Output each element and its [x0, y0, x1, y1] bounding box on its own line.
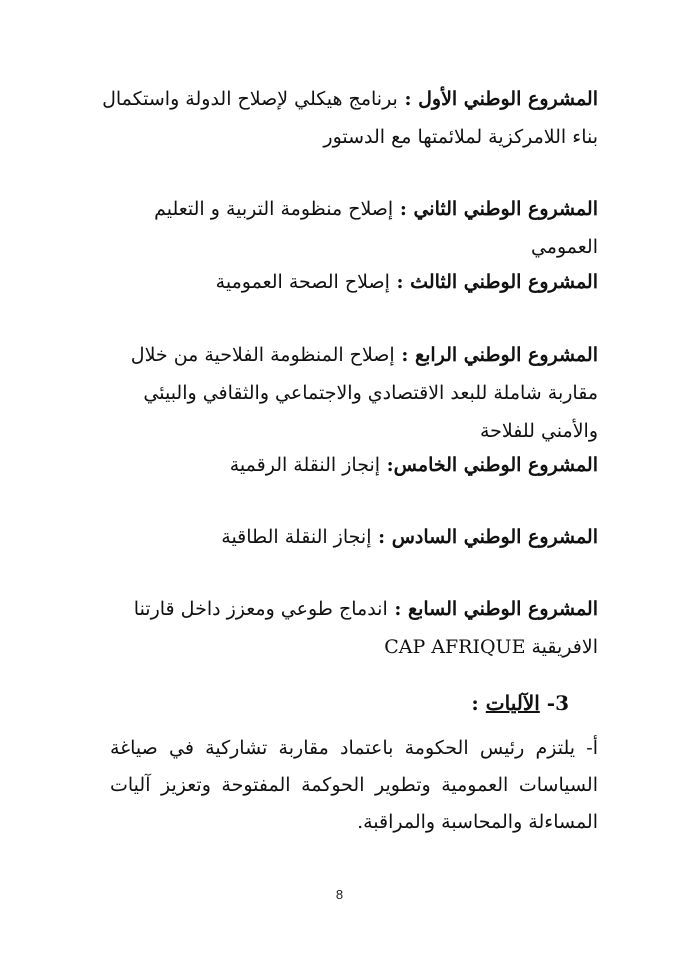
project-separator: : [389, 271, 411, 293]
section-colon: : [471, 691, 486, 715]
project-separator [380, 454, 387, 476]
project-latin-text: CAP AFRIQUE [384, 636, 526, 658]
project-text: برنامج هيكلي لإصلاح الدولة واستكمال بناء اللامركزية لملائمتها مع الدستور [102, 88, 598, 148]
national-project-6 [82, 518, 598, 556]
project-text: إصلاح الصحة العمومية [215, 271, 390, 293]
project-separator: : [394, 344, 415, 366]
project-text: إنجاز النقلة الطاقية [221, 526, 372, 548]
mechanism-item-a: أ- يلتزم رئيس الحكومة باعتماد مقاربة تشاركية في صياغة السياسات العمومية وتطوير الحوكمة المفتوحة وتعزيز آليات المساءلة والمحاسبة والمراقبة. [110, 737, 598, 833]
national-project-5 [82, 446, 598, 484]
project-label: المشروع الوطني الخامس: [386, 454, 598, 476]
national-project-4 [82, 336, 598, 450]
project-separator: : [393, 198, 414, 220]
national-project-7 [82, 590, 598, 666]
project-separator: : [371, 526, 392, 548]
national-project-1 [82, 80, 598, 156]
project-label: المشروع الوطني الرابع [414, 344, 598, 366]
project-label: المشروع الوطني الثاني [413, 198, 598, 220]
section-heading [471, 685, 569, 721]
project-label: المشروع الوطني الأول [418, 88, 598, 110]
national-project-3 [82, 263, 598, 301]
page-number: 8 [335, 887, 344, 902]
project-text: إصلاح المنظومة الفلاحية من خلال مقاربة شاملة للبعد الاقتصادي والاجتماعي والثقافي والبيئي والأمني للفلاحة [130, 344, 598, 442]
section-title: الآليات [485, 691, 540, 715]
project-separator: : [397, 88, 419, 110]
project-text: إصلاح منظومة التربية و التعليم العمومي [154, 198, 598, 258]
project-text: اندماج طوعي ومعزز داخل قارتنا الافريقية [133, 598, 598, 658]
national-project-2 [82, 190, 598, 266]
project-separator: : [387, 598, 408, 620]
project-label: المشروع الوطني السابع [407, 598, 598, 620]
project-label: المشروع الوطني الثالث [410, 271, 598, 293]
section-number: 3- [546, 691, 569, 715]
project-label: المشروع الوطني السادس [391, 526, 598, 548]
project-text: إنجاز النقلة الرقمية [229, 454, 381, 476]
